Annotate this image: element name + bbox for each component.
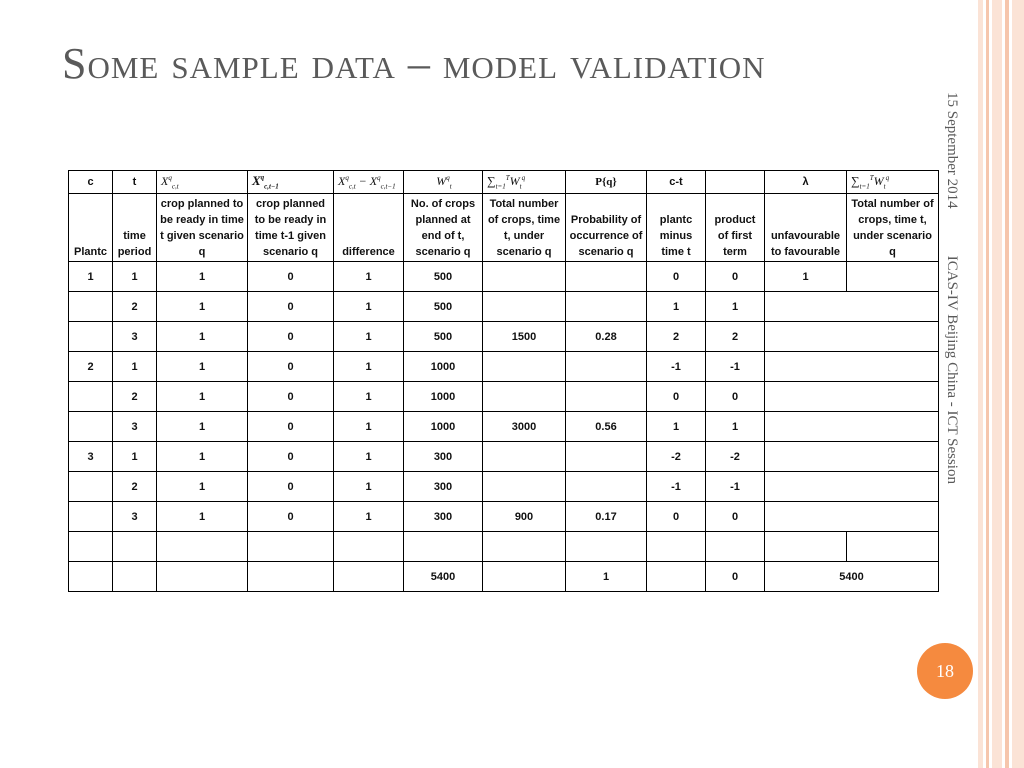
table-cell — [566, 382, 647, 412]
header-cell: unfavourable to favourable — [765, 194, 847, 262]
table-cell: 500 — [404, 262, 483, 292]
table-cell — [483, 292, 566, 322]
table-cell: 1 — [334, 352, 404, 382]
table-cell: 0 — [706, 382, 765, 412]
table-cell: 1 — [157, 292, 248, 322]
table-cell: 3 — [113, 502, 157, 532]
table-cell: 3 — [69, 442, 113, 472]
table-cell: 2 — [647, 322, 706, 352]
table-cell: 1 — [157, 262, 248, 292]
table-cell: 1 — [113, 442, 157, 472]
table-cell — [483, 352, 566, 382]
table-cell: 1000 — [404, 352, 483, 382]
table-cell: 1 — [113, 352, 157, 382]
table-cell: 2 — [113, 382, 157, 412]
table-cell: 0.28 — [566, 322, 647, 352]
table-cell: 1 — [157, 442, 248, 472]
table-cell: 1 — [334, 292, 404, 322]
table-cell: 1 — [157, 382, 248, 412]
table-cell: -1 — [706, 472, 765, 502]
header-cell: Total number of crops, time t, under scenario q — [847, 194, 939, 262]
table-cell — [765, 442, 939, 472]
table-cell: 300 — [404, 502, 483, 532]
table-cell: 300 — [404, 442, 483, 472]
table-cell: -1 — [706, 352, 765, 382]
page-number-badge — [917, 643, 973, 699]
header-cell: time period — [113, 194, 157, 262]
table-row — [69, 442, 939, 472]
table-cell — [765, 502, 939, 532]
table-cell: 5400 — [765, 562, 939, 592]
table-cell: 0 — [706, 562, 765, 592]
table-row — [69, 352, 939, 382]
table-cell: 0 — [647, 382, 706, 412]
symbol-cell — [706, 171, 765, 194]
table-cell: -1 — [647, 472, 706, 502]
table-cell — [69, 562, 113, 592]
symbol-cell: t — [113, 171, 157, 194]
table-cell: 2 — [113, 472, 157, 502]
table-row — [69, 532, 939, 562]
symbol-cell: $X^q_{c,t}$ — [157, 171, 248, 194]
table-cell: 1 — [69, 262, 113, 292]
table-cell: 0 — [248, 502, 334, 532]
table-cell — [765, 292, 939, 322]
table-cell: 1000 — [404, 382, 483, 412]
table-cell: 1000 — [404, 412, 483, 442]
table-cell — [69, 412, 113, 442]
table-row — [69, 382, 939, 412]
table-cell: 1 — [334, 322, 404, 352]
table-cell — [647, 532, 706, 562]
table-cell: 500 — [404, 322, 483, 352]
page-number: 18 — [936, 660, 954, 681]
table-cell — [566, 262, 647, 292]
header-cell: plantc minus time t — [647, 194, 706, 262]
table-cell — [483, 382, 566, 412]
table-row — [69, 292, 939, 322]
table-cell: 1 — [706, 412, 765, 442]
table-cell: 900 — [483, 502, 566, 532]
symbol-cell: $\sum_{t=1}^TW_t^q$ — [483, 171, 566, 194]
table-cell: 0 — [706, 502, 765, 532]
header-cell: Probability of occurrence of scenario q — [566, 194, 647, 262]
table-cell — [765, 382, 939, 412]
table-cell: 1 — [334, 442, 404, 472]
table-cell — [765, 412, 939, 442]
table-cell: 1 — [706, 292, 765, 322]
table-cell: 1 — [157, 322, 248, 352]
table-cell: 300 — [404, 472, 483, 502]
table-cell: 5400 — [404, 562, 483, 592]
symbol-cell: $\sum_{t=1}^TW_t^q$ — [847, 171, 939, 194]
footer-event: ICAS-IV Beijing China - ICT Session — [944, 255, 960, 484]
table-cell: 1 — [157, 502, 248, 532]
table-cell: -2 — [647, 442, 706, 472]
table-cell — [248, 562, 334, 592]
slide-footer — [943, 92, 960, 484]
table-cell — [647, 562, 706, 592]
table-cell — [157, 562, 248, 592]
table-cell: -2 — [706, 442, 765, 472]
table-cell — [113, 532, 157, 562]
table-cell: 1 — [334, 472, 404, 502]
table-cell — [483, 442, 566, 472]
table-cell: 0 — [248, 472, 334, 502]
table-cell: 1 — [157, 412, 248, 442]
symbol-cell: c — [69, 171, 113, 194]
table-cell: 1 — [113, 262, 157, 292]
table-cell — [248, 532, 334, 562]
table-cell: 0 — [248, 412, 334, 442]
table-cell: 0.56 — [566, 412, 647, 442]
header-cell: product of first term — [706, 194, 765, 262]
table-cell: 1 — [157, 472, 248, 502]
table-cell — [157, 532, 248, 562]
table-cell: 0.17 — [566, 502, 647, 532]
table-cell: 1 — [647, 412, 706, 442]
table-cell — [69, 532, 113, 562]
table-cell: 0 — [706, 262, 765, 292]
table-row — [69, 412, 939, 442]
table-cell — [483, 562, 566, 592]
description-header-row — [69, 194, 939, 262]
table-cell: 1 — [157, 352, 248, 382]
header-cell: No. of crops planned at end of t, scenario q — [404, 194, 483, 262]
validation-data-table — [68, 170, 939, 592]
table-cell — [334, 562, 404, 592]
symbol-cell: $X^q_{c,t} - X^q_{c,t-1}$ — [334, 171, 404, 194]
table-cell: 1500 — [483, 322, 566, 352]
table-cell — [706, 532, 765, 562]
table-cell — [483, 472, 566, 502]
decorative-stripes — [978, 0, 1024, 768]
table-cell — [765, 532, 847, 562]
table-cell: 0 — [647, 262, 706, 292]
table-row — [69, 322, 939, 352]
table-cell — [483, 532, 566, 562]
header-cell: crop planned to be ready in time t given scenario q — [157, 194, 248, 262]
table-cell — [113, 562, 157, 592]
table-cell: 0 — [248, 442, 334, 472]
table-cell: 0 — [248, 382, 334, 412]
table-cell: 0 — [647, 502, 706, 532]
table-cell: 1 — [334, 502, 404, 532]
table-cell: 3 — [113, 412, 157, 442]
table-cell — [69, 472, 113, 502]
header-cell: Total number of crops, time t, under scenario q — [483, 194, 566, 262]
table-cell: 1 — [334, 412, 404, 442]
symbol-cell: $W^q_t$ — [404, 171, 483, 194]
table-cell: 500 — [404, 292, 483, 322]
table-cell — [69, 322, 113, 352]
table-cell — [404, 532, 483, 562]
table-cell — [566, 292, 647, 322]
table-cell: 1 — [334, 262, 404, 292]
table-cell — [765, 322, 939, 352]
table-cell — [483, 262, 566, 292]
header-cell: crop planned to be ready in time t-1 given scenario q — [248, 194, 334, 262]
table-row — [69, 262, 939, 292]
table-cell — [566, 352, 647, 382]
table-cell — [334, 532, 404, 562]
symbol-cell: P{q} — [566, 171, 647, 194]
table-cell: 2 — [113, 292, 157, 322]
table-cell — [69, 382, 113, 412]
totals-row — [69, 562, 939, 592]
table-cell — [566, 532, 647, 562]
table-cell: 2 — [69, 352, 113, 382]
table-cell — [566, 472, 647, 502]
table-cell — [765, 352, 939, 382]
table-cell: 0 — [248, 262, 334, 292]
table-cell: 0 — [248, 352, 334, 382]
header-cell: Plantc — [69, 194, 113, 262]
table-cell: 1 — [647, 292, 706, 322]
table-cell: 3000 — [483, 412, 566, 442]
symbol-header-row — [69, 171, 939, 194]
table-cell — [566, 442, 647, 472]
table-cell — [765, 472, 939, 502]
symbol-cell: λ — [765, 171, 847, 194]
table-cell: 1 — [765, 262, 847, 292]
table-cell — [847, 532, 939, 562]
symbol-cell: c-t — [647, 171, 706, 194]
table-cell — [847, 262, 939, 292]
table-cell — [69, 292, 113, 322]
table-cell — [69, 502, 113, 532]
table-cell: 0 — [248, 322, 334, 352]
table-cell: 0 — [248, 292, 334, 322]
table-row — [69, 472, 939, 502]
table-row — [69, 502, 939, 532]
table-cell: 1 — [566, 562, 647, 592]
table-cell: -1 — [647, 352, 706, 382]
header-cell: difference — [334, 194, 404, 262]
slide-title: Some sample data – model validation — [62, 39, 766, 88]
table-cell: 1 — [334, 382, 404, 412]
symbol-cell: $X^q_{c,t-1}$ — [248, 171, 334, 194]
table-cell: 2 — [706, 322, 765, 352]
footer-date: 15 September 2014 — [944, 92, 960, 209]
table-cell: 3 — [113, 322, 157, 352]
